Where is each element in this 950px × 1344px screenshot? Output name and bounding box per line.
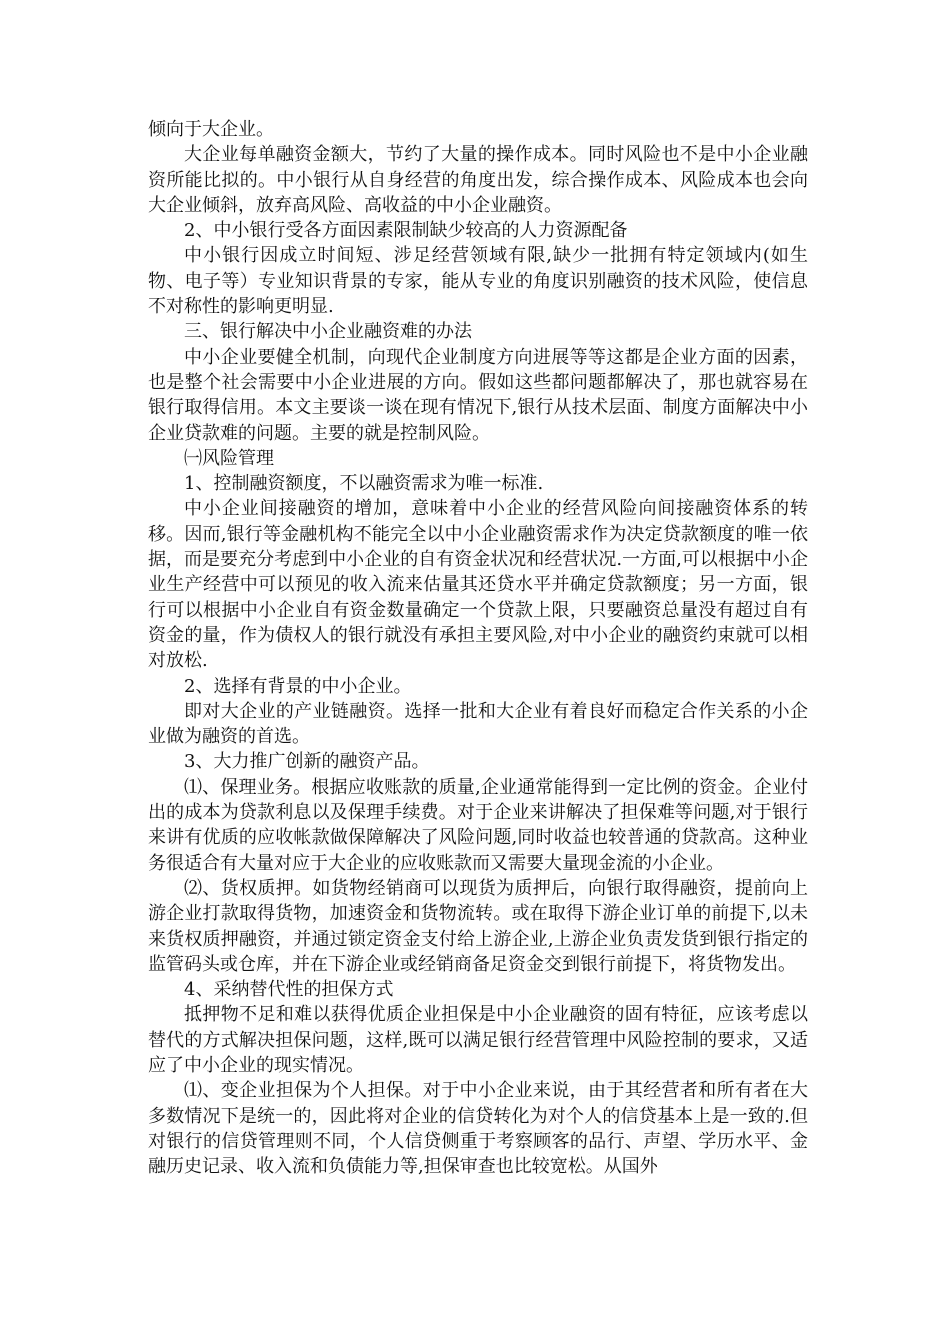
heading-control-credit-limit: 1、控制融资额度，不以融资需求为唯一标准. xyxy=(184,473,544,495)
paragraph-continuation: 倾向于大企业。 xyxy=(148,119,274,140)
heading-select-backed-smes: 2、选择有背景的中小企业。 xyxy=(184,675,412,697)
paragraph-alternative-guarantee: 抵押物不足和难以获得优质企业担保是中小企业融资的固有特征，应该考虑以替代的方式解决担保问题，这样,既可以满足银行经营管理中风险控制的要求，又适应了中小企业的现实情况。 xyxy=(148,1004,808,1076)
paragraph-supply-chain-finance: 即对大企业的产业链融资。选择一批和大企业有着良好而稳定合作关系的小企业做为融资的首选。 xyxy=(148,700,808,748)
paragraph-control-credit-limit: 中小企业间接融资的增加，意味着中小企业的经营风险向间接融资体系的转移。因而,银行等金融机构不能完全以中小企业融资需求作为决定贷款额度的唯一依据，而是要充分考虑到中小企业的自有资金状况和经营状况.一方面,可以根据中小企业生产经营中可以预见的收入流来估量其还贷水平并确定贷款额度；另一方面，银行可以根据中小企业自有资金数量确定一个贷款上限，只要融资总量没有超过自有资金的量，作为债权人的银行就没有承担主要风险,对中小企业的融资约束就可以相对放松. xyxy=(148,498,808,672)
section-heading-solutions: 三、银行解决中小企业融资难的办法 xyxy=(184,321,472,343)
document-body xyxy=(148,117,808,1179)
paragraph-pledge-of-goods: ⑵、货权质押。如货物经销商可以现货为质押后，向银行取得融资，提前向上游企业打款取得货物，加速资金和货物流转。或在取得下游企业订单的前提下,以未来货权质押融资，并通过锁定资金支付给上游企业,上游企业负责发货到银行指定的监管码头或仓库，并在下游企业或经销商备足资金交到银行前提下，将货物发出。 xyxy=(148,877,808,975)
heading-alternative-guarantee: 4、采纳替代性的担保方式 xyxy=(184,979,394,1001)
heading-innovative-products: 3、大力推广创新的融资产品。 xyxy=(184,751,430,773)
subheading-risk-management: ㈠风险管理 xyxy=(184,447,274,469)
paragraph-solutions-intro: 中小企业要健全机制，向现代企业制度方向进展等等这都是企业方面的因素，也是整个社会需要中小企业进展的方向。假如这些都问题都解决了，那也就容易在银行取得信用。本文主要谈一谈在现有情况下,银行从技术层面、制度方面解决中小企业贷款难的问题。主要的就是控制风险。 xyxy=(148,346,808,444)
paragraph-factoring: ⑴、保理业务。根据应收账款的质量,企业通常能得到一定比例的资金。企业付出的成本为贷款利息以及保理手续费。对于企业来讲解决了担保难等问题,对于银行来讲有优质的应收帐款做保障解决了风险问题,同时收益也较普通的贷款高。这种业务很适合有大量对应于大企业的应收账款而又需要大量现金流的小企业。 xyxy=(148,776,808,874)
paragraph-personal-guarantee: ⑴、变企业担保为个人担保。对于中小企业来说，由于其经营者和所有者在大多数情况下是统一的，因此将对企业的信贷转化为对个人的信贷基本上是一致的.但对银行的信贷管理则不同，个人信贷侧重于考察顾客的品行、声望、学历水平、金融历史记录、收入流和负债能力等,担保审查也比较宽松。从国外 xyxy=(148,1080,808,1178)
paragraph-large-enterprise-cost: 大企业每单融资金额大，节约了大量的操作成本。同时风险也不是中小企业融资所能比拟的。中小银行从自身经营的角度出发，综合操作成本、风险成本也会向大企业倾斜，放弃高风险、高收益的中小企业融资。 xyxy=(148,144,808,216)
heading-hr-constraints: 2、中小银行受各方面因素限制缺少较高的人力资源配备 xyxy=(184,220,628,242)
paragraph-hr-constraints: 中小银行因成立时间短、涉足经营领域有限,缺少一批拥有特定领域内(如生物、电子等）专业知识背景的专家，能从专业的角度识别融资的技术风险，使信息不对称性的影响更明显. xyxy=(148,245,808,318)
